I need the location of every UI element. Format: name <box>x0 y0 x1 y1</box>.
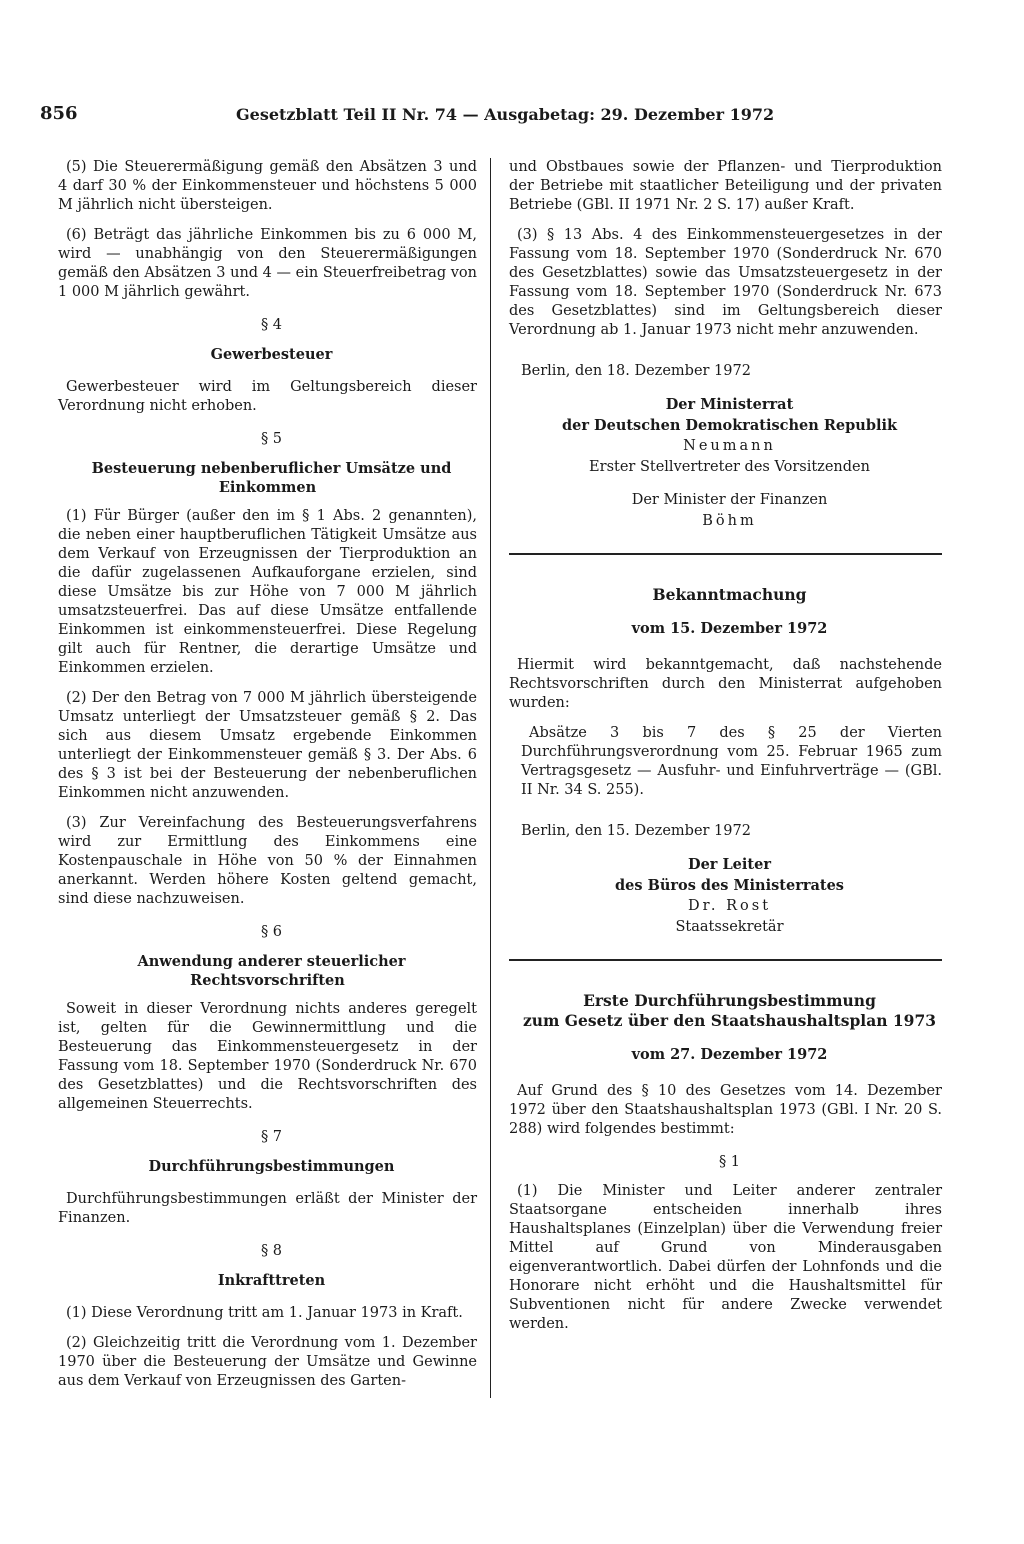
signatory-org-line-1: Der Ministerrat <box>665 396 794 413</box>
section-8-paragraph-2: (2) Gleichzeitig tritt die Verordnung vom 1. Dezember 1970 über die Besteuerung der Umsätze und Gewinne aus dem Verkauf von Erzeugnissen des Garten- <box>58 1335 477 1389</box>
section-6-text: Soweit in dieser Verordnung nichts anderes geregelt ist, gelten für die Gewinnermittlung und die Besteuerung das Einkommensteuergesetz in der Fassung vom 18. September 1970 (Sonderdruck Nr. 670 des Gesetzblattes) und die Rechtsvorschriften des allgemeinen Steuerrechts. <box>58 1001 477 1112</box>
paragraph-3-5: (5) Die Steuerermäßigung gemäß den Absätzen 3 und 4 darf 30 % der Einkommensteuer und höchstens 5 000 M jährlich nicht übersteigen. <box>58 159 477 213</box>
section-5-label: § 5 <box>260 431 283 447</box>
section-7-title: Durchführungsbestimmungen <box>148 1158 395 1175</box>
signatory-name-rost: Dr. Rost <box>687 898 772 914</box>
signatory-name-neumann: Neumann <box>683 438 776 454</box>
signatory-org-line-4: des Büros des Ministerrates <box>615 877 844 894</box>
signatory-org-line-2: der Deutschen Demokratischen Republik <box>561 417 898 434</box>
regulation-title-line-2: zum Gesetz über den Staatshaushaltsplan 1973 <box>522 1011 937 1030</box>
signature-block-ministerrat <box>509 395 942 477</box>
right-column <box>509 158 942 1345</box>
signatory-name-boehm: Böhm <box>702 513 757 529</box>
page-number: 856 <box>40 103 78 124</box>
regulation-section-1-label: § 1 <box>718 1154 741 1170</box>
section-4-text: Gewerbesteuer wird im Geltungsbereich dieser Verordnung nicht erhoben. <box>58 379 477 414</box>
section-6-label: § 6 <box>260 924 283 940</box>
column-divider <box>490 158 491 1398</box>
section-4-title: Gewerbesteuer <box>210 346 333 363</box>
signatory-role-3: Staatssekretär <box>675 919 784 935</box>
paragraph-3-6: (6) Beträgt das jährliche Einkommen bis zu 6 000 M, wird — unabhängig von den Steuerermäßigungen gemäß den Absätzen 3 und 4 — ein Steuerfreibetrag von 1 000 M jährlich gewährt. <box>58 227 477 300</box>
section-5-paragraph-3: (3) Zur Vereinfachung des Besteuerungsverfahrens wird zur Ermittlung des Einkommens eine Kostenpauschale in Höhe von 50 % der Einnahmen anerkannt. Werden höhere Kosten geltend gemacht, sind diese nachzuweisen. <box>58 815 477 907</box>
section-5-title: Besteuerung nebenberuflicher Umsätze und Einkommen <box>91 460 452 496</box>
signature-block-finanzen <box>509 491 942 531</box>
section-8-title: Inkrafttreten <box>217 1272 326 1289</box>
running-header: Gesetzblatt Teil II Nr. 74 — Ausgabetag: 29. Dezember 1972 <box>236 105 775 124</box>
section-8-label: § 8 <box>260 1243 283 1259</box>
signatory-role-2: Der Minister der Finanzen <box>631 492 828 508</box>
left-column <box>58 158 477 1402</box>
section-8-paragraph-3: (3) § 13 Abs. 4 des Einkommensteuergesetzes in der Fassung vom 18. September 1970 (Sonderdruck Nr. 670 des Gesetzblattes) sowie das Umsatzsteuergesetz in der Fassung vom 18. September 1970 (Sonderdruck Nr. 673 des Gesetzblattes) sind im Geltungsbereich dieser Verordnung ab 1. Januar 1973 nicht mehr anzuwenden. <box>509 227 942 338</box>
signature-block-buero <box>509 855 942 937</box>
signatory-role-1: Erster Stellvertreter des Vorsitzenden <box>589 459 870 475</box>
regulation-date: vom 27. Dezember 1972 <box>631 1046 828 1063</box>
notice-item: Absätze 3 bis 7 des § 25 der Vierten Durchführungsverordnung vom 25. Februar 1965 zum Vertragsgesetz — Ausfuhr- und Einfuhrverträge — (GBl. II Nr. 34 S. 255). <box>521 725 942 798</box>
section-5-paragraph-2: (2) Der den Betrag von 7 000 M jährlich übersteigende Umsatz unterliegt der Umsatzsteuer gemäß § 2. Das sich aus diesem Umsatz ergebende Einkommen unterliegt der Einkommensteuer gemäß § 3. Der Abs. 6 des § 3 ist bei der Besteuerung der nebenberuflichen Einkommen nicht anzuwenden. <box>58 690 477 801</box>
section-7-label: § 7 <box>260 1129 283 1145</box>
section-8-paragraph-1: (1) Diese Verordnung tritt am 1. Januar 1973 in Kraft. <box>66 1305 463 1321</box>
document-separator-1 <box>509 553 942 555</box>
section-8-paragraph-2-continued: und Obstbaues sowie der Pflanzen- und Tierproduktion der Betriebe mit staatlicher Beteiligung und der privaten Betriebe (GBl. II 1971 Nr. 2 S. 17) außer Kraft. <box>509 159 942 213</box>
notice-date: vom 15. Dezember 1972 <box>631 620 828 637</box>
signing-date-2: Berlin, den 15. Dezember 1972 <box>521 823 751 839</box>
notice-intro: Hiermit wird bekanntgemacht, daß nachstehende Rechtsvorschriften durch den Ministerrat aufgehoben wurden: <box>509 657 942 711</box>
section-5-paragraph-1: (1) Für Bürger (außer den im § 1 Abs. 2 genannten), die neben einer hauptberuflichen Tätigkeit Umsätze aus dem Verkauf von Erzeugnissen der Tierproduktion an die dafür zugelassenen Aufkauforgane erzielen, sind diese Umsätze bis zur Höhe von 7 000 M jährlich umsatzsteuerfrei. Das auf diese Umsätze entfallende Einkommen ist einkommensteuerfrei. Diese Regelung gilt auch für Rentner, die derartige Umsätze und Einkommen erzielen. <box>58 508 477 676</box>
regulation-section-1-paragraph-1: (1) Die Minister und Leiter anderer zentraler Staatsorgane entscheiden innerhalb ihres Haushaltsplanes (Einzelplan) über die Verwendung freier Mittel auf Grund von Minderausgaben eigenverantwortlich. Dabei dürfen der Lohnfonds und die Honorare nicht erhöht und die Haushaltsmittel für Subventionen nicht für andere Zwecke verwendet werden. <box>509 1183 942 1332</box>
regulation-title-line-1: Erste Durchführungsbestimmung <box>583 991 876 1010</box>
section-4-label: § 4 <box>260 317 283 333</box>
signing-date-1: Berlin, den 18. Dezember 1972 <box>521 363 751 379</box>
section-7-text: Durchführungsbestimmungen erläßt der Minister der Finanzen. <box>58 1191 477 1226</box>
signatory-org-line-3: Der Leiter <box>688 856 771 873</box>
regulation-intro: Auf Grund des § 10 des Gesetzes vom 14. Dezember 1972 über den Staatshaushaltsplan 1973 (GBl. I Nr. 20 S. 288) wird folgendes bestimmt: <box>509 1083 942 1137</box>
section-6-title: Anwendung anderer steuerlicher Rechtsvorschriften <box>137 953 406 989</box>
document-separator-2 <box>509 959 942 961</box>
notice-title: Bekanntmachung <box>652 585 807 604</box>
